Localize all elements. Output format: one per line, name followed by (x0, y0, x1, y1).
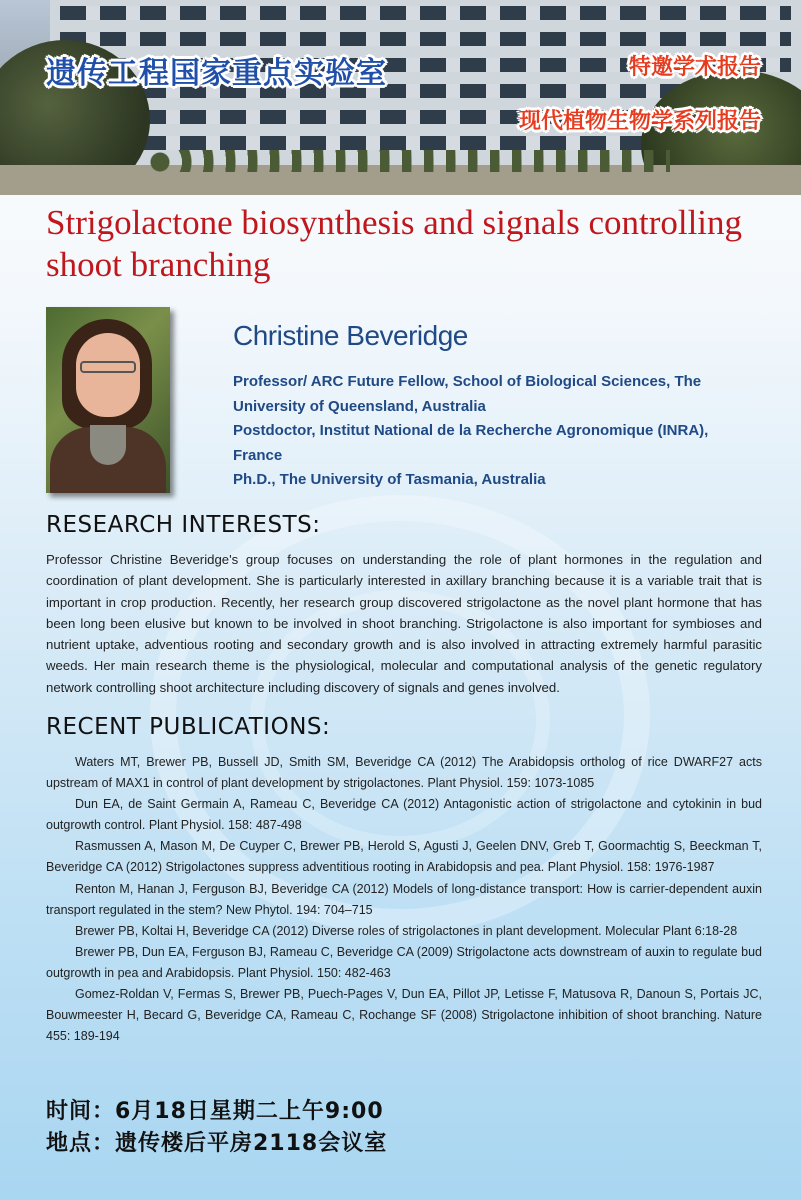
talk-title: Strigolactone biosynthesis and signals controlling shoot branching (46, 203, 743, 284)
speaker-name: Christine Beveridge (233, 320, 468, 351)
publications-list (46, 752, 762, 1047)
research-body: Professor Christine Beveridge's group focuses on understanding the role of plant hormones in the regulation and coordination of plant development. She is particularly interested in axillary branching because it is a variable trait that is important in crop production. Recently, her research group discovered strigolactone as the novel plant hormone that has been long been elusive but known to be involved in shoot branching. Strigolactone is also important for symbioses and nutrient uptake, adventious rooting and secondary growth and is also involved in attracting extremely harmful parasitic weeds. Her main research theme is the physiological, molecular and computational analysis of the genetic regulatory network controlling shoot architecture including discovery of signals and genes involved. (46, 552, 762, 695)
publication-item: Brewer PB, Koltai H, Beveridge CA (2012) Diverse roles of strigolactones in plant development. Molecular Plant 6:18-28 (75, 923, 738, 938)
affiliation-line: Professor/ ARC Future Fellow, School of Biological Sciences, The University of Queensland, Australia (233, 373, 702, 415)
publication-item: Brewer PB, Dun EA, Ferguson BJ, Rameau C, Beveridge CA (2009) Strigolactone acts downstream of auxin to regulate bud outgrowth in pea and Arabidopsis. Plant Physiol. 150: 482-463 (46, 944, 762, 980)
publications-heading: RECENT PUBLICATIONS: (46, 714, 331, 740)
publication-item: Rasmussen A, Mason M, De Cuyper C, Brewer PB, Herold S, Agusti J, Geelen DNV, Greb T, Goormachtig S, Beeckman T, Beveridge CA (2012) Strigolactones suppress adventitious rooting in Arabidopsis and pea. Plant Physiol. 158: 1976-1987 (46, 839, 762, 875)
publication-item: Waters MT, Brewer PB, Bussell JD, Smith SM, Beveridge CA (2012) The Arabidopsis ortholog of rice DWARF27 acts upstream of MAX1 in control of plant development by strigolactones. Plant Physiol. 159: 1073-1085 (46, 755, 762, 791)
research-heading: RESEARCH INTERESTS: (46, 512, 321, 538)
affiliation-line: Postdoctor, Institut National de la Recherche Agronomique (INRA), France (233, 422, 709, 464)
publication-item: Gomez-Roldan V, Fermas S, Brewer PB, Puech-Pages V, Dun EA, Pillot JP, Letisse F, Matusova R, Danoun S, Portais JC, Bouwmeester H, Becard G, Beveridge CA, Rameau C, Rochange SF (2008) Strigolactone inhibition of shoot branching. Nature 455: 189-194 (46, 987, 762, 1044)
publication-item: Renton M, Hanan J, Ferguson BJ, Beveridge CA (2012) Models of long-distance transport: How is carrier-dependent auxin transport regulated in the stem? New Phytol. 194: 704–715 (46, 881, 762, 917)
shrubs (150, 150, 670, 172)
affiliation-line: Ph.D., The University of Tasmania, Australia (233, 471, 546, 488)
speaker-affiliations (233, 370, 753, 493)
event-time: 时间：6月18日星期二上午9:00 (46, 1099, 384, 1124)
special-report-tag: 特邀学术报告 (628, 55, 761, 80)
speaker-photo (46, 307, 170, 493)
series-report-tag: 现代植物生物学系列报告 (518, 109, 761, 134)
publication-item: Dun EA, de Saint Germain A, Rameau C, Beveridge CA (2012) Antagonistic action of strigolactone and cytokinin in bud outgrowth control. Plant Physiol. 158: 487-498 (46, 797, 762, 833)
event-place: 地点：遗传楼后平房2118会议室 (46, 1131, 388, 1156)
header-banner-photo (0, 0, 801, 195)
lab-name: 遗传工程国家重点实验室 (46, 56, 387, 91)
